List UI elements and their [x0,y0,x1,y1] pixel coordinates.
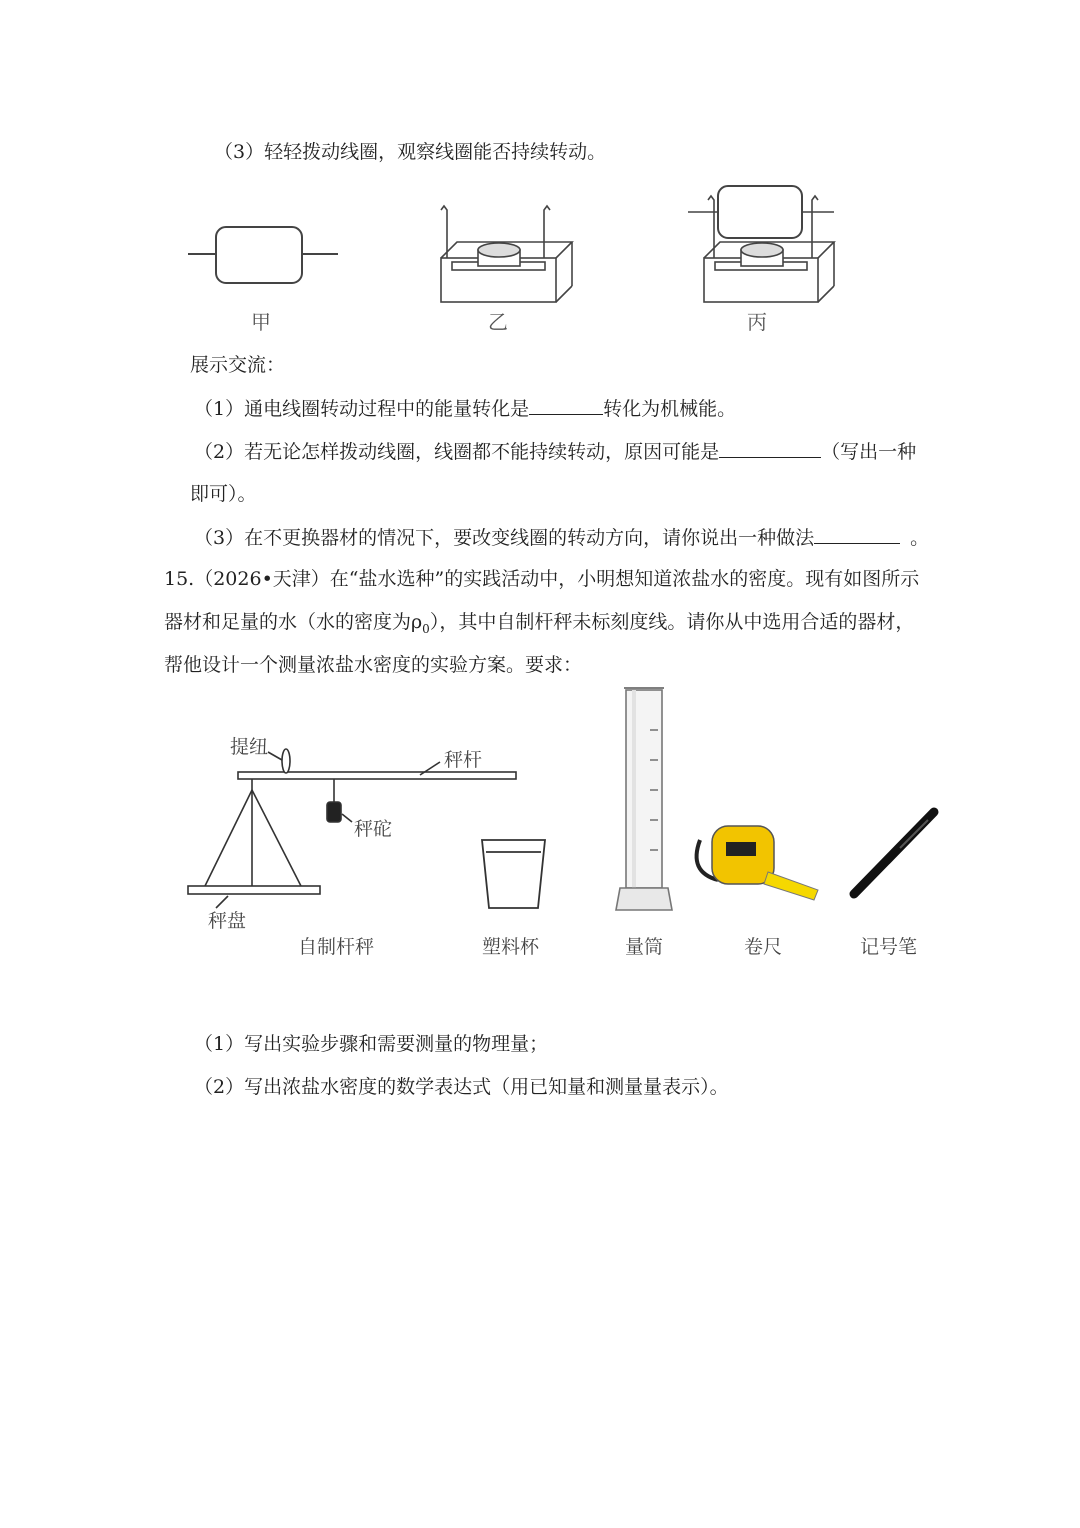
tape-measure-drawing [697,826,818,900]
label-chengtuo: 秤砣 [354,818,393,840]
label-tizhu: 提纽 [230,736,269,758]
q15-line-2-start: 器材和足量的水（水的密度为ρ [164,611,423,633]
steelyard-drawing [188,749,516,908]
answer-3-suffix: 。 [910,527,930,549]
item-steelyard: 自制杆秤 [298,936,375,958]
caption-bing: 丙 [747,310,767,334]
requirement-2: （2）写出浓盐水密度的数学表达式（用已知量和测量量表示）。 [194,1076,729,1098]
label-chenggan: 秤杆 [444,749,483,771]
answer-3-prefix: （3）在不更换器材的情况下，要改变线圈的转动方向，请你说出一种做法 [194,527,815,549]
answer-1-suffix: 转化为机械能。 [603,398,737,420]
item-plastic-cup: 塑料杯 [482,936,540,958]
q15-line-3: 帮他设计一个测量浓盐水密度的实验方案。要求： [164,654,583,676]
answer-2-prefix: （2）若无论怎样拨动线圈，线圈都不能持续转动，原因可能是 [194,441,720,463]
caption-yi: 乙 [488,310,508,334]
graduated-cylinder-drawing [616,688,672,910]
marker-pen-drawing [854,812,934,894]
plastic-cup-drawing [482,840,545,908]
q15-line-2-end: ），其中自制杆秤未标刻度线。请你从中选用合适的器材， [429,611,915,633]
item-cylinder: 量筒 [625,936,664,958]
answer-1-prefix: （1）通电线圈转动过程中的能量转化是 [194,398,530,420]
rho-subscript: 0 [422,621,430,636]
caption-jia: 甲 [251,310,271,334]
label-chengpan: 秤盘 [208,910,247,932]
requirement-1: （1）写出实验步骤和需要测量的物理量； [194,1033,549,1055]
q15-line-1: 15.（2026•天津）在“盐水选种”的实践活动中，小明想知道浓盐水的密度。现有如图所示 [164,568,920,590]
exchange-title: 展示交流： [190,354,286,376]
answer-2-continued: 即可）。 [190,483,257,505]
step-3-text: （3）轻轻拨动线圈，观察线圈能否持续转动。 [214,141,607,163]
item-marker: 记号笔 [860,936,918,958]
item-tape: 卷尺 [744,936,783,958]
answer-2-suffix: （写出一种 [821,441,917,463]
